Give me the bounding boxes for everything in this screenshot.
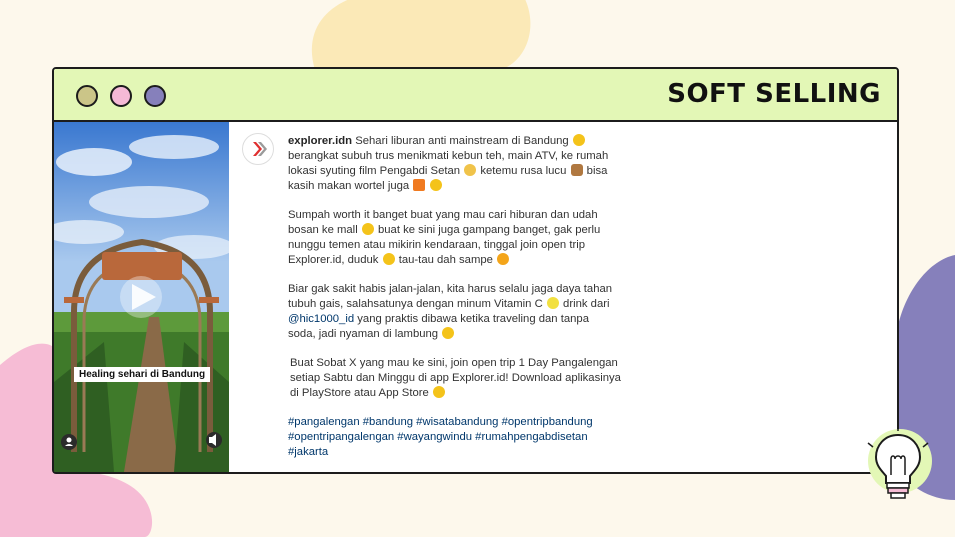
- window-dot-purple[interactable]: [144, 85, 166, 107]
- caption-paragraph-3: Biar gak sakit habis jalan-jalan, kita harus selalu jaga daya tahan tubuh gais, salahsatunya dengan minum Vitamin C drink dari @hic1000_id yang praktis dibawa ketika traveling dan tanpa soda, jadi nyaman di lambung: [288, 283, 613, 340]
- mention-link[interactable]: @hic1000_id: [288, 313, 355, 325]
- video-overlay-text: Healing sehari di Bandung: [74, 367, 210, 382]
- caption-paragraph-4: Buat Sobat X yang mau ke sini, join open trip 1 Day Pangalengan setiap Sabtu dan Minggu di app Explorer.id! Download aplikasinya di PlayStore atau App Store: [290, 357, 621, 399]
- hashtags-line-2[interactable]: #opentripangalengan #wayangwindu #rumahpengabdisetan: [288, 431, 588, 443]
- hug-emoji-icon: [442, 327, 454, 339]
- window-dot-pink[interactable]: [110, 85, 132, 107]
- dizzy-emoji-icon: [383, 253, 395, 265]
- title-bar: [54, 69, 897, 122]
- app-window: [52, 67, 899, 474]
- hashtags-line-3[interactable]: #jakarta: [288, 446, 329, 458]
- reel-video[interactable]: [54, 122, 229, 472]
- lemon-emoji-icon: [547, 297, 559, 309]
- caption-hashtags: [288, 415, 628, 460]
- hashtags-line-1[interactable]: #pangalengan #bandung #wisatabandung #opentripbandung: [288, 416, 593, 428]
- carrot-emoji-icon: [413, 179, 425, 191]
- post-avatar[interactable]: [242, 133, 274, 165]
- caption-paragraph-2: Sumpah worth it banget buat yang mau cari hiburan dan udah bosan ke mall buat ke sini juga gampang banget, gak perlu nunggu temen atau mikirin kendaraan, tinggal join open trip Explorer.id, duduk tau-tau dah sampe: [288, 209, 601, 266]
- video-frame: [54, 122, 229, 472]
- post-username[interactable]: explorer.idn: [288, 135, 353, 147]
- window-title: SOFT SELLING: [667, 79, 881, 109]
- relieved-emoji-icon: [433, 386, 445, 398]
- window-dot-olive[interactable]: [76, 85, 98, 107]
- smile-emoji-icon: [430, 179, 442, 191]
- sparkle-emoji-icon: [573, 134, 585, 146]
- caption-paragraph-1: explorer.idn Sehari liburan anti mainstream di Bandung berangkat subuh trus menikmati kebun teh, main ATV, ke rumah lokasi syuting film Pengabdi Setan ketemu rusa lucu bisa kasih makan wortel juga: [288, 135, 609, 192]
- lightbulb-icon: [862, 423, 934, 503]
- explorer-logo-icon: [243, 134, 273, 164]
- tired-emoji-icon: [362, 223, 374, 235]
- post-caption: [288, 134, 628, 460]
- grin-emoji-icon: [497, 253, 509, 265]
- deer-emoji-icon: [571, 164, 583, 176]
- scream-emoji-icon: [464, 164, 476, 176]
